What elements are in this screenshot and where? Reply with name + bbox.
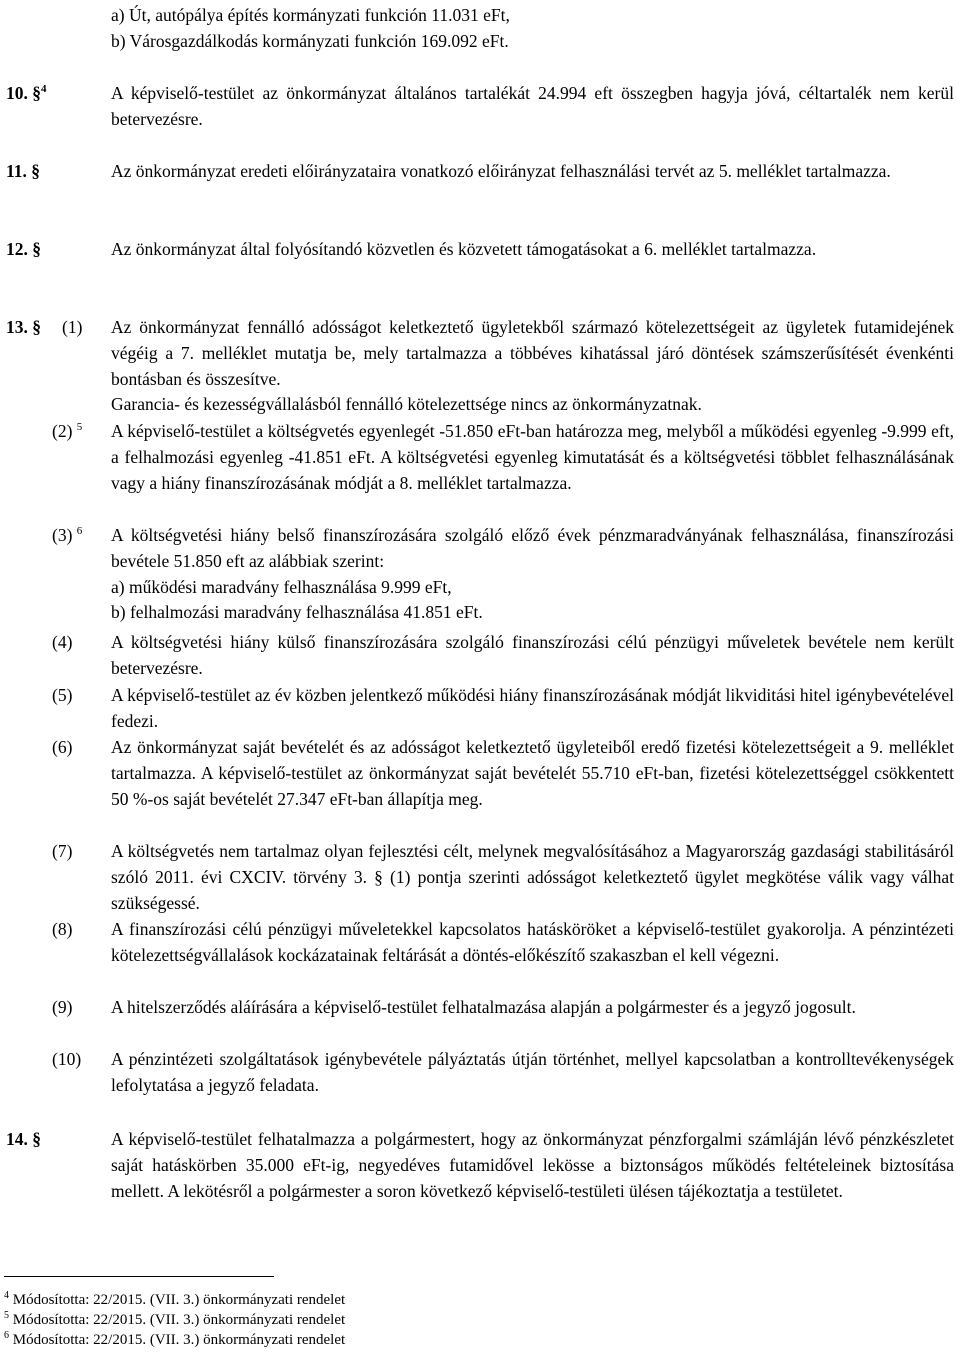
footnote-ref-5[interactable]: 5 xyxy=(76,421,83,434)
footnote-ref-6[interactable]: 6 xyxy=(76,525,83,538)
subitem-a: a) működési maradvány felhasználása 9.999 eFt, xyxy=(111,576,452,597)
footnote-6: $^6$ Módosította: 22/2015. (VII. 3.) önkormányzati rendelet xyxy=(4,1330,346,1348)
subitem-b: b) felhalmozási maradvány felhasználása 41.851 eFt. xyxy=(111,602,483,623)
document-page: a) Út, autópálya építés kormányzati funkción 11.031 eFt, b) Városgazdálkodás kormányzati funkción 169.092 eFt. 10. §$^4$ A képviselő-testület az önkormányzat általános tartalékát 24.994 eft összegben hagyja jóvá, céltartalék nem kerül betervezésre. 11. § Az önkormányzat eredeti előirányzataira vonatkozó előirányzat felhasználási tervét az 5. melléklet tartalmazza. 12. § Az önkormányzat által folyósítandó közvetlen és közvetett támogatásokat a 6. melléklet tartalmazza. 13. § (1) Az önkormányzat fennálló adósságot keletkeztető ügyletekből származó kötelezettségeit az ügyletek futamidejének végéig a 7. melléklet mutatja be, mely tartalmazza a többéves kihatással járó döntések számszerűsítését évenkénti bontásban és összesítve. Garancia- és kezességvállalásból fennálló kötelezettsége nincs az önkormányzatnak. (2) $^5$ A képviselő-testület a költségvetés egyenlegét -51.850 eFt-ban határozza meg, melyből a működési egyenleg -9.999 eft, a felhalmozási egyenleg -41.851 eFt. A költségvetési egyenleg kimutatását és a költségvetési többlet felhasználásának vagy a hiány finanszírozásának módját a 8. melléklet tartalmazza. (3) $^6$ A költségvetési hiány belső finanszírozására szolgáló előző évek pénzmaradványának felhasználása, finanszírozási bevétele 51.850 eft az alábbiak szerint: a) működési maradvány felhasználása 9.999 eFt, b) felhalmozási maradvány felhasználása 41.851 eFt. (4) A költségvetési hiány külső finanszírozására szolgáló finanszírozási célú pénzügyi műveletek bevétele nem került betervezésre. (5) A képviselő-testület az év közben jelentkező működési hiány finanszírozásának módját likviditási hitel igénybevételével fedezi. (6) Az önkormányzat saját bevételét és az adósságot keletkeztető ügyleteiből eredő fizetési kötelezettségeit a 9. melléklet tartalmazza. A képviselő-testület az önkormányzat saját bevételét 55.710 eFt-ban, fizetési kötelezettséggel csökkentett 50 %-os saját bevételét 27.347 eFt-ban állapítja meg. (7) A költségvetés nem tartalmaz olyan fejlesztési célt, melynek megvalósításához a Magyarország gazdasági stabilitásáról szóló 2011. évi CXCIV. törvény 3. § (1) pontja szerinti adósságot keletkeztető ügylet megkötése válik vagy válhat szükségessé. (8) A finanszírozási célú pénzügyi műveletekkel kapcsolatos hatásköröket a képviselő-testület gyakorolja. A pénzintézeti kötelezettségvállalások kockázatainak feltárását a döntés-előkészítő szakaszban el kell végezni. (9) A hitelszerződés aláírására a képviselő-testület felhatalmazása alapján a polgármester és a jegyző jogosult. (10) A pénzintézeti szolgáltatások igénybevétele pályáztatás útján történhet, mellyel kapcsolatban a kontrolltevékenységek lefolytatása a jegyző feladata. 14. § A képviselő-testület felhatalmazza a polgármestert, hogy az önkormányzat pénzforgalmi számláján lévő pénzkészletet saját hatáskörben 35.000 eFt-ig, negyedéves futamidővel lekösse a biztonságos működés feltételeinek biztosítása mellett. A lekötésről a polgármester a soron következő képviselő-testületi ülésen tájékoztatja a testületet. $^4$ Módosította: 22/2015. (VII. 3.) önkormányzati rendelet $^5$ Módosította: 22/2015. (VII. 3.) önkormányzati rendelet $^6$ Módosította: 22/2015. (VII. 3.) önkormányzati rendelet xyxy=(4,5,954,1348)
footnote-4: $^4$ Módosította: 22/2015. (VII. 3.) önkormányzati rendelet xyxy=(4,1290,346,1308)
footnote-ref-4[interactable]: 4 xyxy=(41,83,47,96)
footnote-5: $^5$ Módosította: 22/2015. (VII. 3.) önkormányzati rendelet xyxy=(4,1310,346,1328)
footnote-separator xyxy=(4,1276,274,1277)
